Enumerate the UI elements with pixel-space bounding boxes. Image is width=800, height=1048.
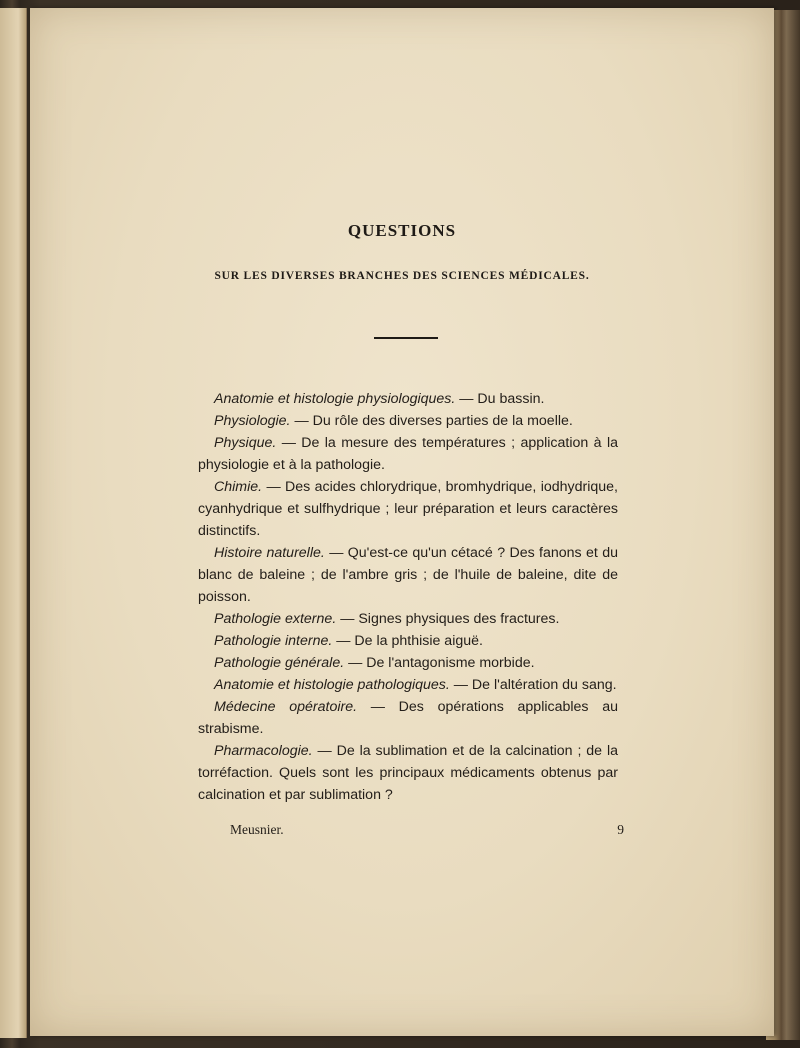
question-separator: — bbox=[344, 655, 367, 671]
page-number: 9 bbox=[617, 822, 624, 837]
question-item bbox=[198, 410, 618, 432]
question-subject: Pathologie externe. bbox=[214, 611, 337, 627]
question-subject: Pathologie générale. bbox=[214, 655, 345, 671]
page-title: QUESTIONS bbox=[347, 221, 457, 240]
question-subject: Pathologie interne. bbox=[214, 633, 333, 649]
question-text: Du bassin. bbox=[477, 391, 545, 407]
book-page bbox=[30, 8, 774, 1036]
question-text: De l'altération du sang. bbox=[471, 677, 617, 693]
question-subject: Pharmacologie. bbox=[214, 743, 313, 759]
question-text: Des acides chlorydrique, bromhydrique, iodhydrique, cyanhydrique et sulfhydrique ; leur préparation et leurs caractères distinctifs. bbox=[198, 479, 619, 539]
question-item bbox=[198, 476, 618, 542]
question-subject: Médecine opératoire. bbox=[214, 699, 358, 715]
question-separator: — bbox=[324, 545, 348, 561]
question-item bbox=[198, 388, 618, 410]
section-divider bbox=[374, 337, 438, 339]
question-separator: — bbox=[276, 435, 302, 451]
question-separator: — bbox=[357, 699, 399, 715]
question-subject: Anatomie et histologie pathologiques. bbox=[214, 677, 450, 693]
question-separator: — bbox=[262, 479, 286, 495]
question-subject: Histoire naturelle. bbox=[214, 545, 325, 561]
question-separator: — bbox=[312, 743, 337, 759]
question-item bbox=[198, 542, 618, 608]
question-subject: Chimie. bbox=[214, 479, 263, 495]
question-item bbox=[198, 740, 618, 806]
question-text: De la mesure des températures ; application à la physiologie et à la pathologie. bbox=[198, 435, 618, 473]
question-item bbox=[198, 608, 618, 630]
question-item bbox=[198, 432, 618, 476]
previous-page-edge bbox=[0, 8, 27, 1038]
question-separator: — bbox=[336, 611, 359, 627]
footer-author: Meusnier. bbox=[230, 822, 284, 837]
question-item bbox=[198, 696, 618, 740]
page-subtitle: SUR LES DIVERSES BRANCHES DES SCIENCES MÉDICALES. bbox=[214, 270, 590, 282]
question-separator: — bbox=[449, 677, 472, 693]
questions-list bbox=[198, 388, 618, 806]
question-separator: — bbox=[290, 413, 313, 429]
question-subject: Physique. bbox=[214, 435, 277, 451]
question-item bbox=[198, 652, 618, 674]
question-subject: Anatomie et histologie physiologiques. bbox=[214, 391, 456, 407]
question-subject: Physiologie. bbox=[214, 413, 291, 429]
question-text: Qu'est-ce qu'un cétacé ? Des fanons et du blanc de baleine ; de l'ambre gris ; de l'huile de baleine, dite de poisson. bbox=[198, 545, 618, 605]
question-text: Du rôle des diverses parties de la moelle. bbox=[312, 413, 573, 429]
question-text: De la phthisie aiguë. bbox=[354, 633, 483, 649]
question-text: De la sublimation et de la calcination ; de la torréfaction. Quels sont les principaux médicaments obtenus par calcination et par sublimation ? bbox=[198, 743, 619, 803]
question-separator: — bbox=[455, 391, 478, 407]
question-text: Des opérations applicables au strabisme. bbox=[198, 699, 618, 737]
question-item bbox=[198, 674, 618, 696]
question-separator: — bbox=[332, 633, 355, 649]
question-text: Signes physiques des fractures. bbox=[358, 611, 560, 627]
question-text: De l'antagonisme morbide. bbox=[366, 655, 535, 671]
question-item bbox=[198, 630, 618, 652]
